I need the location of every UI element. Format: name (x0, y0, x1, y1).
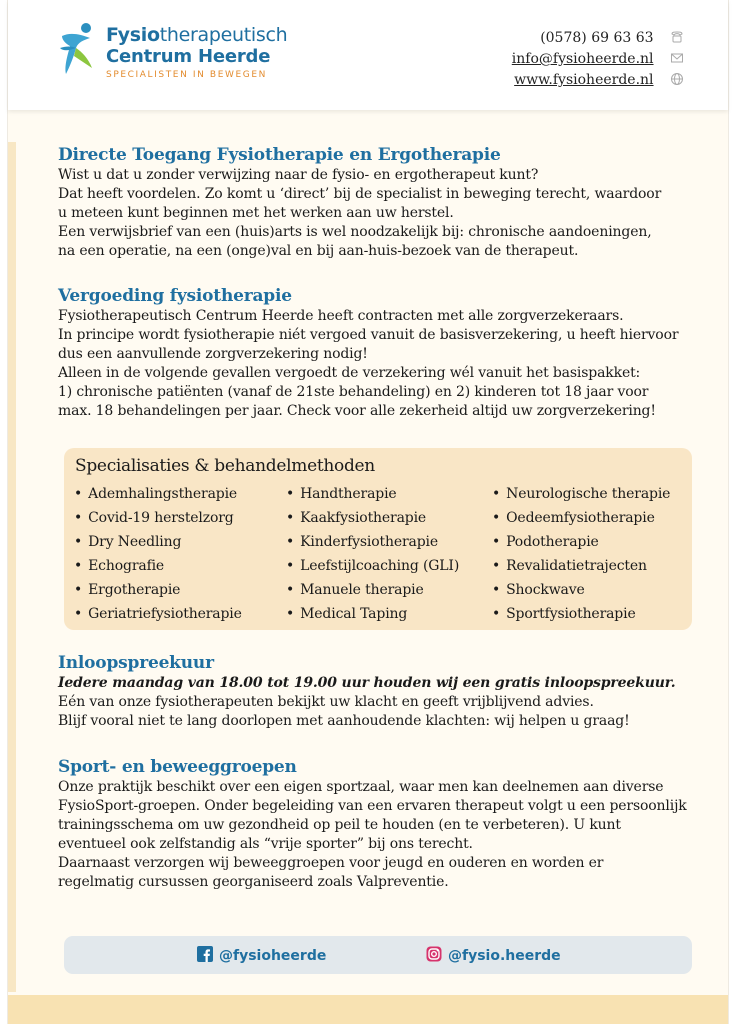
paragraph-line: u meteen kunt beginnen met het werken aan uw herstel. (58, 205, 454, 221)
list-item: • Neurologische therapie (492, 482, 670, 506)
paragraph-line: Onze praktijk beschikt over een eigen sportzaal, waar men kan deelnemen aan diverse (58, 779, 664, 795)
list-item: • Kinderfysiotherapie (286, 530, 459, 554)
paragraph-line: na een operatie, na een (onge)val en bij aan-huis-bezoek van de therapeut. (58, 243, 579, 259)
specialisaties-title: Specialisaties & behandelmethoden (75, 456, 375, 476)
phone-icon (670, 30, 684, 44)
specialisaties-box (64, 448, 692, 630)
logo-figure-icon (56, 18, 102, 78)
list-item: • Shockwave (492, 578, 670, 602)
instagram-icon (426, 946, 442, 962)
section-directe-toegang (58, 144, 688, 261)
list-item: • Leefstijlcoaching (GLI) (286, 554, 459, 578)
list-item: • Kaakfysiotherapie (286, 506, 459, 530)
instagram-link[interactable] (426, 946, 561, 964)
list-item: • Dry Needling (74, 530, 242, 554)
list-item: • Ergotherapie (74, 578, 242, 602)
facebook-link[interactable] (197, 946, 326, 964)
paragraph-line: eventueel ook zelfstandig als “vrije sporter” bij ons terecht. (58, 836, 473, 852)
instagram-handle[interactable]: @fysio.heerde (448, 948, 561, 964)
phone-number: (0578) 69 63 63 (540, 30, 654, 46)
specialisaties-column-2 (286, 482, 459, 626)
globe-icon (670, 72, 684, 86)
specialisaties-column-3 (492, 482, 670, 626)
section-title: Sport- en beweeggroepen (58, 757, 297, 777)
list-item: • Manuele therapie (286, 578, 459, 602)
list-item: • Handtherapie (286, 482, 459, 506)
logo-name-line1: Fysiotherapeutisch (106, 24, 288, 46)
logo-tagline: SPECIALISTEN IN BEWEGEN (106, 70, 267, 80)
highlight-line: Iedere maandag van 18.00 tot 19.00 uur houden wij een gratis inloopspreekuur. (58, 675, 676, 691)
paragraph-line: Daarnaast verzorgen wij beweeggroepen voor jeugd en ouderen en worden er (58, 855, 604, 871)
list-item: • Revalidatietrajecten (492, 554, 670, 578)
website-link[interactable]: www.fysioheerde.nl (514, 72, 654, 88)
list-item: • Oedeemfysiotherapie (492, 506, 670, 530)
paragraph-line: max. 18 behandelingen per jaar. Check voor alle zekerheid altijd uw zorgverzekering! (58, 403, 656, 419)
contact-phone-row (512, 28, 684, 49)
list-item: • Covid-19 herstelzorg (74, 506, 242, 530)
paragraph-line: dus een aanvullende zorgverzekering nodig! (58, 346, 368, 362)
section-title: Directe Toegang Fysiotherapie en Ergotherapie (58, 145, 501, 165)
section-inloopspreekuur (58, 652, 688, 731)
paragraph-line: Blijf vooral niet te lang doorlopen met aanhoudende klachten: wij helpen u graag! (58, 713, 630, 729)
facebook-handle[interactable]: @fysioheerde (219, 948, 327, 964)
logo-name-line2: Centrum Heerde (106, 46, 271, 67)
list-item: • Geriatriefysiotherapie (74, 602, 242, 626)
paragraph-line: Eén van onze fysiotherapeuten bekijkt uw klacht en geeft vrijblijvend advies. (58, 694, 594, 710)
section-title: Inloopspreekuur (58, 653, 214, 673)
section-vergoeding (58, 285, 688, 421)
left-accent-bar (8, 142, 16, 992)
contact-block (512, 28, 684, 91)
section-sport (58, 756, 688, 892)
social-bar (64, 936, 692, 974)
list-item: • Echografie (74, 554, 242, 578)
header (8, 0, 728, 110)
paragraph-line: FysioSport-groepen. Onder begeleiding van een ervaren therapeut volgt u een persoonlijk (58, 798, 687, 814)
paragraph-line: Alleen in de volgende gevallen vergoedt de verzekering wél vanuit het basispakket: (58, 365, 641, 381)
bottom-accent-bar (8, 995, 728, 1024)
facebook-icon (197, 946, 213, 962)
paragraph-line: Fysiotherapeutisch Centrum Heerde heeft contracten met alle zorgverzekeraars. (58, 308, 624, 324)
list-item: • Sportfysiotherapie (492, 602, 670, 626)
section-title: Vergoeding fysiotherapie (58, 286, 292, 306)
flyer-page (8, 0, 728, 1024)
specialisaties-column-1 (74, 482, 242, 626)
paragraph-line: Een verwijsbrief van een (huis)arts is wel noodzakelijk bij: chronische aandoeningen, (58, 224, 652, 240)
contact-web-row[interactable] (512, 70, 684, 91)
list-item: • Ademhalingstherapie (74, 482, 242, 506)
contact-email-row[interactable] (512, 49, 684, 70)
paragraph-line: regelmatig cursussen georganiseerd zoals Valpreventie. (58, 874, 449, 890)
paragraph-line: trainingsschema om uw gezondheid op peil te houden (en te verbeteren). U kunt (58, 817, 621, 833)
list-item: • Podotherapie (492, 530, 670, 554)
paragraph-line: 1) chronische patiënten (vanaf de 21ste behandeling) en 2) kinderen tot 18 jaar voor (58, 384, 649, 400)
paragraph-line: Dat heeft voordelen. Zo komt u ‘direct’ bij de specialist in beweging terecht, waardoor (58, 186, 662, 202)
paragraph-line: In principe wordt fysiotherapie niét vergoed vanuit de basisverzekering, u heeft hiervoor (58, 327, 679, 343)
list-item: • Medical Taping (286, 602, 459, 626)
email-link[interactable]: info@fysioheerde.nl (511, 51, 654, 67)
paragraph-line: Wist u dat u zonder verwijzing naar de fysio- en ergotherapeut kunt? (58, 167, 539, 183)
mail-icon (670, 51, 684, 65)
